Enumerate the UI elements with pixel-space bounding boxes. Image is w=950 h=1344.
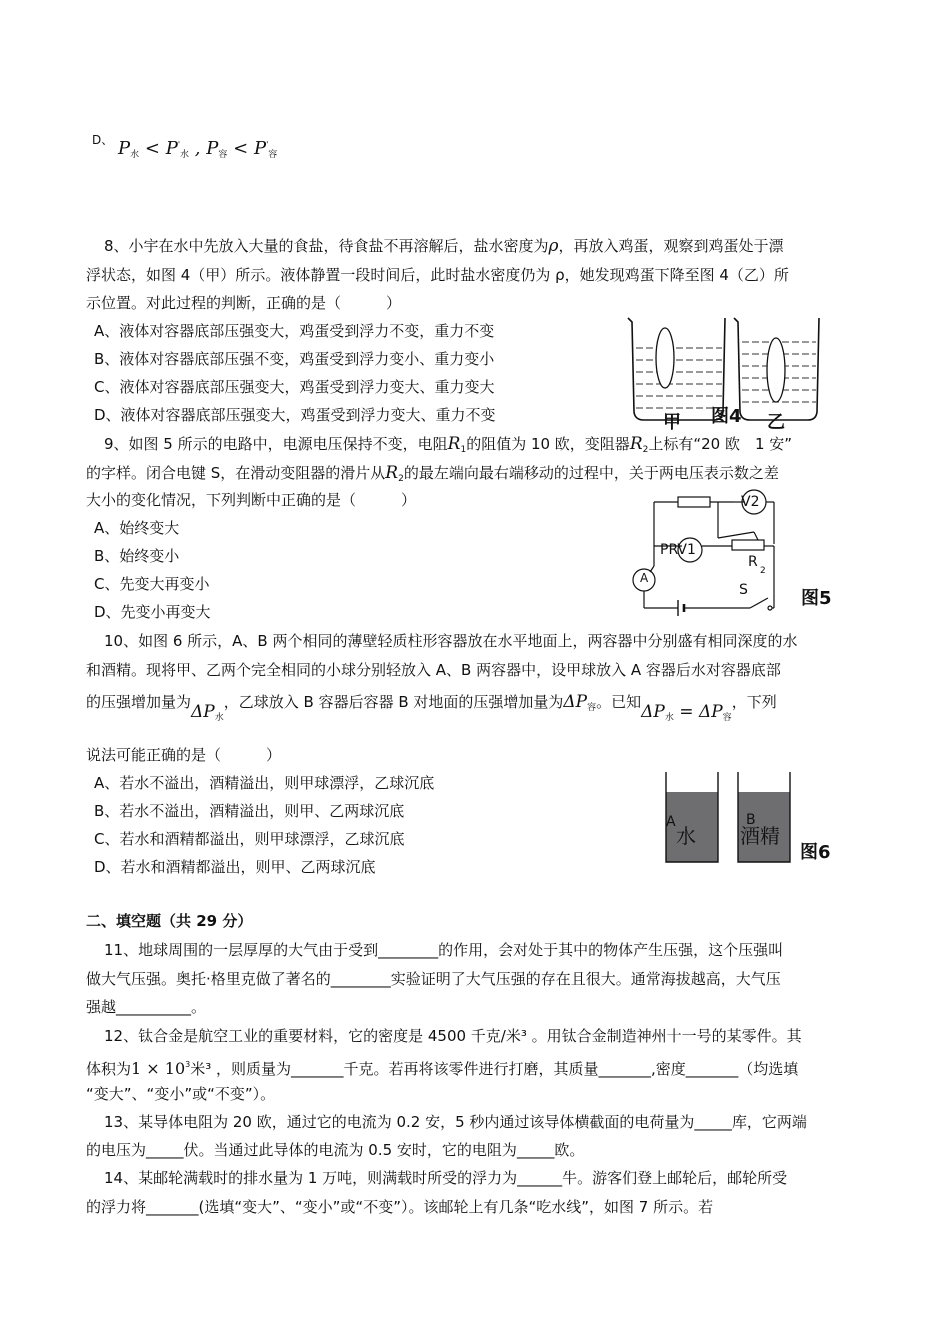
figure-4-label-jia: 甲 — [663, 412, 681, 433]
q9-option-a: A、始终变大 — [94, 519, 180, 537]
q13-line2: 的电压为_____伏。当通过此导体的电流为 0.5 安时，它的电阻为_____欧。 — [86, 1141, 585, 1159]
q10-option-c: C、若水和酒精都溢出，则甲球漂浮，乙球沉底 — [94, 830, 405, 848]
figure-6-alcohol-label: 酒精 — [740, 824, 780, 848]
q14-line1: 14、某邮轮满载时的排水量为 1 万吨，则满载时所受的浮力为______牛。游客们登上邮轮后，邮轮所受 — [104, 1169, 788, 1187]
q10-stem-line4: 说法可能正确的是（ ） — [86, 746, 282, 764]
figure-5-r2-label: R — [748, 554, 758, 570]
q14-line2: 的浮力将_______(选填“变大”、“变小”或“不变”）。该邮轮上有几条“吃水线”，如图 7 所示。若 — [86, 1198, 714, 1216]
q7-option-d-formula: $P_水 < P'_水$ , $P_容 < P'_容$ — [118, 138, 278, 160]
figure-5-switch-label: S — [739, 582, 748, 598]
figure-6-a-label: A — [666, 814, 676, 830]
q7-option-d-prefix: D、 — [92, 133, 114, 147]
section-2-title: 二、填空题（共 29 分） — [86, 912, 253, 930]
q8-stem-line1: 8、小宇在水中先放入大量的食盐，待食盐不再溶解后，盐水密度为ρ，再放入鸡蛋，观察到鸡蛋处于漂 — [104, 236, 784, 256]
figure-4-caption: 图4 — [711, 406, 742, 427]
q8-option-c: C、液体对容器底部压强变大，鸡蛋受到浮力变大、重力变大 — [94, 378, 495, 396]
q12-line3: “变大”、“变小”或“不变”）。 — [86, 1085, 276, 1103]
figure-6-containers — [660, 770, 792, 866]
q10-stem-line1: 10、如图 6 所示，A、B 两个相同的薄壁轻质柱形容器放在水平地面上，两容器中分别盛有相同深度的水 — [104, 632, 798, 650]
q9-option-b: B、始终变小 — [94, 547, 180, 565]
q9-stem-line3: 大小的变化情况，下列判断中正确的是（ ） — [86, 491, 417, 509]
q10-option-a: A、若水不溢出，酒精溢出，则甲球漂浮，乙球沉底 — [94, 774, 435, 792]
q10-option-d: D、若水和酒精都溢出，则甲、乙两球沉底 — [94, 858, 376, 876]
q10-stem-line3: 的压强增加量为$\Delta P_水$，乙球放入 B 容器后容器 B 对地面的压强增加量为$\Delta P_容$。已知$\Delta P_水 = \Delta P_容$，下列 — [86, 692, 777, 723]
figure-5-circuit — [630, 488, 796, 616]
figure-5-v1-label: PRV1 — [660, 542, 696, 558]
q9-stem-line2: 的字样。闭合电键 S，在滑动变阻器的滑片从$R_2$的最左端向最右端移动的过程中，关于两电压表示数之差 — [86, 463, 779, 484]
q11-line2: 做大气压强。奥托·格里克做了著名的________实验证明了大气压强的存在且很大。通常海拔越高，大气压 — [86, 970, 781, 988]
figure-5-r2-sub: 2 — [760, 566, 766, 576]
q10-stem-line2: 和酒精。现将甲、乙两个完全相同的小球分别轻放入 A、B 两容器中，设甲球放入 A 容器后水对容器底部 — [86, 661, 781, 679]
q8-stem-line2: 浮状态，如图 4（甲）所示。液体静置一段时间后，此时盐水密度仍为 ρ，她发现鸡蛋下降至图 4（乙）所 — [86, 266, 789, 284]
q8-option-b: B、液体对容器底部压强不变，鸡蛋受到浮力变小、重力变小 — [94, 350, 495, 368]
q13-line1: 13、某导体电阻为 20 欧，通过它的电流为 0.2 安，5 秒内通过该导体横截面的电荷量为_____库，它两端 — [104, 1113, 807, 1131]
figure-6-water-label: 水 — [676, 824, 696, 848]
figure-5-ammeter-label: A — [640, 571, 649, 585]
q11-line1: 11、地球周围的一层厚厚的大气由于受到________的作用，会对处于其中的物体产生压强，这个压强叫 — [104, 941, 784, 959]
q12-line1: 12、钛合金是航空工业的重要材料，它的密度是 4500 千克/米³ 。用钛合金制造神州十一号的某零件。其 — [104, 1027, 802, 1045]
figure-5-v2-label: V2 — [741, 494, 760, 510]
q9-stem-line1: 9、如图 5 所示的电路中，电源电压保持不变，电阻$R_1$的阻值为 10 欧，变阻器$R_2$上标有“20 欧 1 安” — [104, 434, 793, 455]
q11-line3: 强越__________。 — [86, 998, 207, 1016]
q8-option-d: D、液体对容器底部压强变大，鸡蛋受到浮力变大、重力不变 — [94, 406, 496, 424]
q8-stem-line3: 示位置。对此过程的判断，正确的是（ ） — [86, 294, 402, 312]
figure-6-b-label: B — [746, 812, 756, 828]
figure-4-label-yi: 乙 — [767, 412, 785, 433]
q10-option-b: B、若水不溢出，酒精溢出，则甲、乙两球沉底 — [94, 802, 405, 820]
figure-6-caption: 图6 — [800, 842, 831, 863]
q8-option-a: A、液体对容器底部压强变大，鸡蛋受到浮力不变，重力不变 — [94, 322, 495, 340]
figure-5-caption: 图5 — [801, 588, 832, 609]
q9-option-c: C、先变大再变小 — [94, 575, 210, 593]
q12-line2: 体积为$1 \times 10^3$米³ ，则质量为_______千克。若再将该零件进行打磨，其质量_______,密度_______（均选填 — [86, 1059, 799, 1078]
q9-option-d: D、先变小再变大 — [94, 603, 211, 621]
